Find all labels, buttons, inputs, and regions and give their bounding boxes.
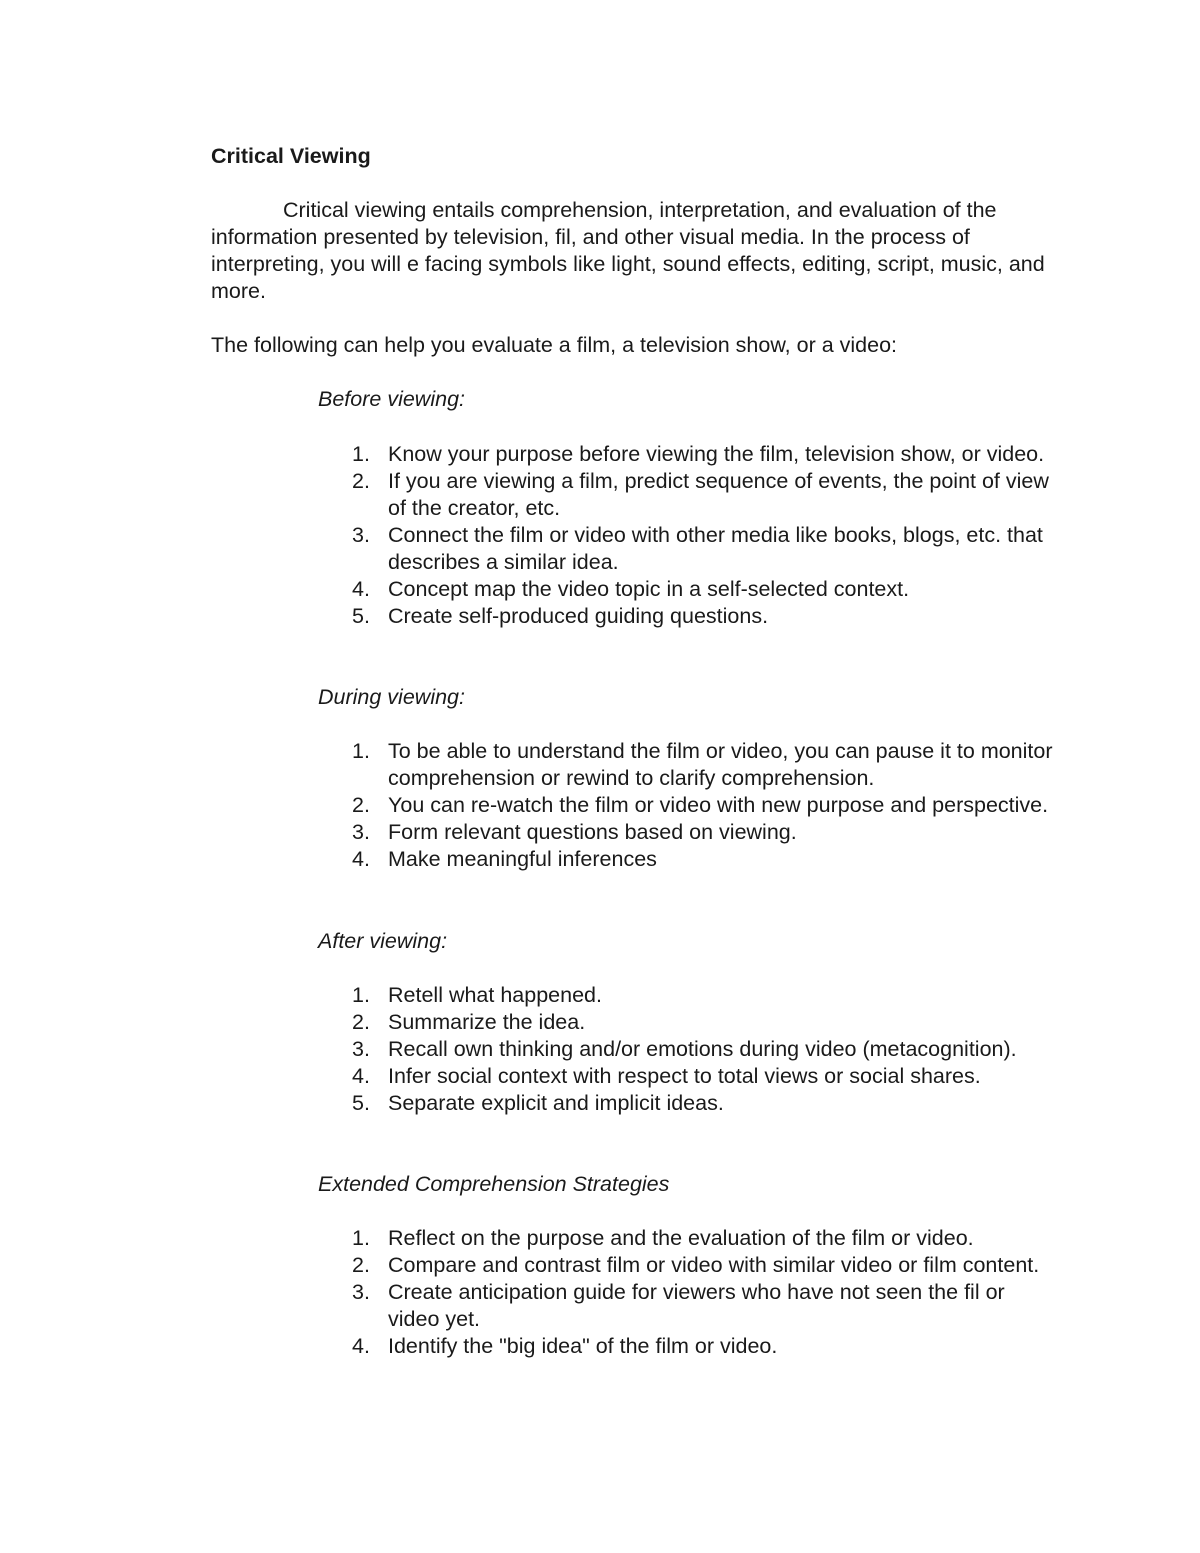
list-item-number: 1. bbox=[352, 1226, 370, 1250]
list-item-text: Identify the "big idea" of the film or video. bbox=[388, 1334, 778, 1358]
list-item-number: 5. bbox=[352, 604, 370, 628]
list-item-text: You can re-watch the film or video with new purpose and perspective. bbox=[388, 793, 1049, 817]
section-heading-extended-strategies: Extended Comprehension Strategies bbox=[318, 1172, 670, 1196]
list-item bbox=[352, 738, 1062, 792]
list-item bbox=[352, 1279, 1062, 1333]
list-item-text: Create anticipation guide for viewers who have not seen the fil or video yet. bbox=[388, 1280, 1005, 1331]
list-item-number: 4. bbox=[352, 847, 370, 871]
before-viewing-list bbox=[352, 441, 1062, 630]
list-item bbox=[352, 846, 1062, 873]
section-heading-before-viewing: Before viewing: bbox=[318, 387, 465, 411]
list-item-text: Summarize the idea. bbox=[388, 1010, 586, 1034]
list-item bbox=[352, 1036, 1062, 1063]
list-item-text: Form relevant questions based on viewing. bbox=[388, 820, 797, 844]
list-item-text: Know your purpose before viewing the film, television show, or video. bbox=[388, 442, 1045, 466]
list-item-number: 1. bbox=[352, 442, 370, 466]
list-item-number: 3. bbox=[352, 1037, 370, 1061]
list-item-number: 4. bbox=[352, 1334, 370, 1358]
list-item-text: Reflect on the purpose and the evaluation of the film or video. bbox=[388, 1226, 974, 1250]
list-item bbox=[352, 1063, 1062, 1090]
list-item-number: 1. bbox=[352, 739, 370, 763]
list-item bbox=[352, 1090, 1062, 1117]
list-item bbox=[352, 1333, 1062, 1360]
list-item-number: 3. bbox=[352, 523, 370, 547]
list-item bbox=[352, 982, 1062, 1009]
list-item-number: 5. bbox=[352, 1091, 370, 1115]
list-item-number: 2. bbox=[352, 1253, 370, 1277]
list-item-number: 4. bbox=[352, 1064, 370, 1088]
list-item-text: Compare and contrast film or video with similar video or film content. bbox=[388, 1253, 1040, 1277]
list-item-number: 2. bbox=[352, 793, 370, 817]
list-item-text: Retell what happened. bbox=[388, 983, 602, 1007]
list-item bbox=[352, 1009, 1062, 1036]
list-item-text: Separate explicit and implicit ideas. bbox=[388, 1091, 724, 1115]
intro-paragraph: Critical viewing entails comprehension, interpretation, and evaluation of the information presented by television, fil, and other visual media. In the process of interpreting, you will e facing symbols like light, sound effects, editing, script, music, and more. bbox=[211, 198, 1045, 303]
list-item-text: Connect the film or video with other media like books, blogs, etc. that describes a similar idea. bbox=[388, 523, 1043, 574]
list-item-number: 1. bbox=[352, 983, 370, 1007]
list-item-text: Make meaningful inferences bbox=[388, 847, 657, 871]
list-item bbox=[352, 819, 1062, 846]
list-item bbox=[352, 792, 1062, 819]
list-item-number: 3. bbox=[352, 820, 370, 844]
list-item-number: 4. bbox=[352, 577, 370, 601]
list-item-text: If you are viewing a film, predict sequence of events, the point of view of the creator, etc. bbox=[388, 469, 1049, 520]
list-item-text: Create self-produced guiding questions. bbox=[388, 604, 769, 628]
list-item bbox=[352, 1225, 1062, 1252]
list-item bbox=[352, 1252, 1062, 1279]
lead-sentence: The following can help you evaluate a film, a television show, or a video: bbox=[211, 333, 898, 357]
list-item-text: To be able to understand the film or video, you can pause it to monitor comprehension or rewind to clarify comprehension. bbox=[388, 739, 1053, 790]
list-item-text: Concept map the video topic in a self-selected context. bbox=[388, 577, 910, 601]
during-viewing-list bbox=[352, 738, 1062, 873]
list-item-number: 3. bbox=[352, 1280, 370, 1304]
section-heading-during-viewing: During viewing: bbox=[318, 685, 465, 709]
list-item bbox=[352, 576, 1062, 603]
document-title: Critical Viewing bbox=[211, 144, 371, 168]
after-viewing-list bbox=[352, 982, 1062, 1117]
list-item bbox=[352, 468, 1062, 522]
list-item-number: 2. bbox=[352, 1010, 370, 1034]
list-item-text: Infer social context with respect to total views or social shares. bbox=[388, 1064, 981, 1088]
list-item-text: Recall own thinking and/or emotions during video (metacognition). bbox=[388, 1037, 1017, 1061]
extended-strategies-list bbox=[352, 1225, 1062, 1360]
list-item-number: 2. bbox=[352, 469, 370, 493]
section-heading-after-viewing: After viewing: bbox=[318, 929, 448, 953]
list-item bbox=[352, 603, 1062, 630]
list-item bbox=[352, 522, 1062, 576]
list-item bbox=[352, 441, 1062, 468]
